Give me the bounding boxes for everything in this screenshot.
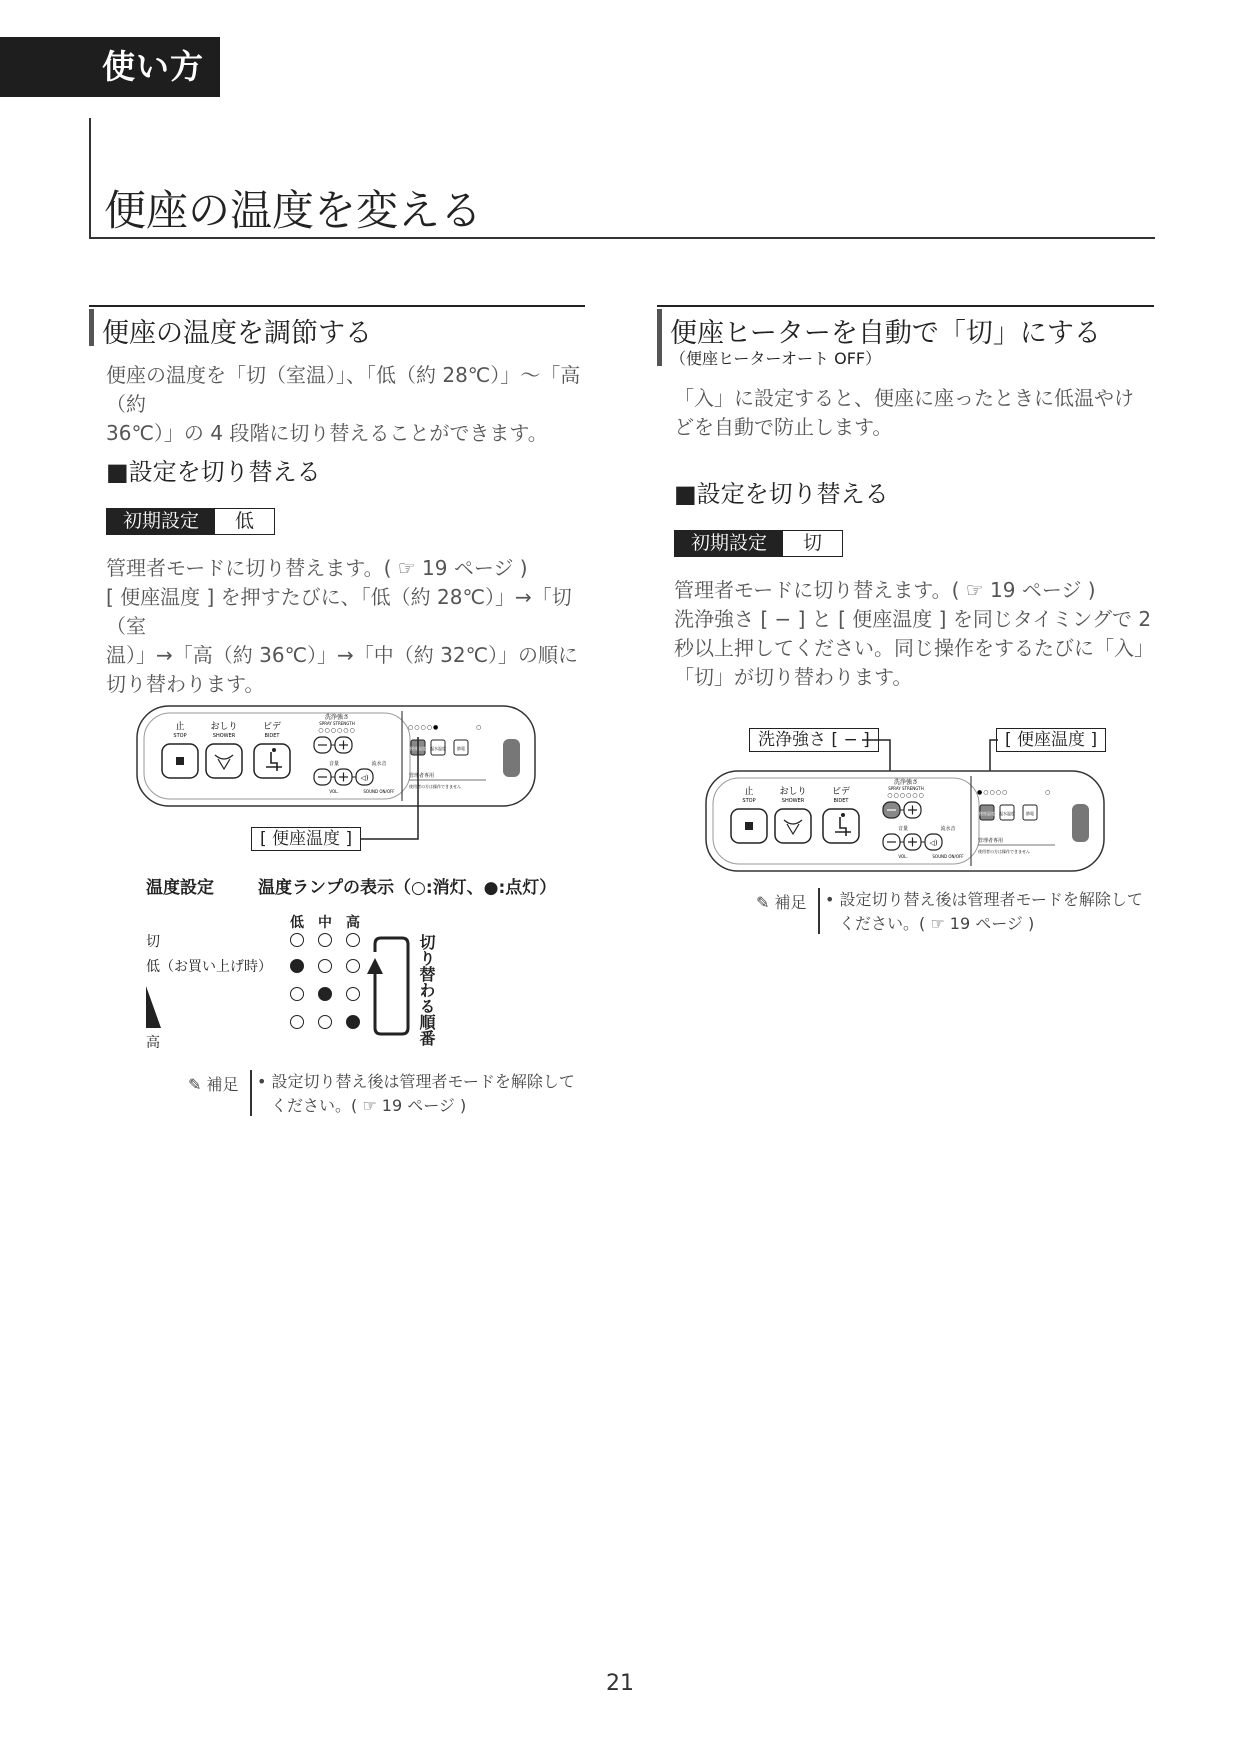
svg-text:洗浄強さ: 洗浄強さ [324, 714, 350, 721]
left-note-head: ✎ 補足 [188, 1075, 239, 1094]
pencil-icon: ✎ [756, 893, 770, 912]
right-heading: 便座ヒーターを自動で「切」にする [670, 318, 1101, 349]
svg-text:○: ○ [1045, 789, 1051, 796]
row-label-high: 高 [146, 1035, 160, 1051]
lamp [290, 1015, 304, 1029]
left-callout-label: [ 便座温度 ] [251, 827, 361, 851]
row-label-off: 切 [146, 934, 160, 950]
lamp [290, 959, 304, 973]
default-label: 初期設定 [107, 509, 215, 534]
shower-button[interactable] [775, 809, 811, 843]
svg-text:SOUND ON/OFF: SOUND ON/OFF [363, 789, 395, 794]
svg-text:◁): ◁) [929, 839, 938, 847]
left-heading: 便座の温度を調節する [102, 318, 372, 349]
left-callout-line [356, 735, 436, 845]
section-tab: 使い方 [0, 37, 220, 97]
bidet-label: ビデ [831, 787, 851, 797]
remote-diagram-left [136, 705, 536, 810]
remote-sensor [1072, 804, 1089, 842]
lamp [318, 933, 332, 947]
left-note-rule [250, 1070, 252, 1116]
svg-text:音量: 音量 [328, 761, 340, 767]
cycle-label: 切り替わる順番 [417, 934, 436, 1046]
right-heading-sub: （便座ヒーターオート OFF） [670, 349, 882, 368]
svg-text:流水音: 流水音 [371, 761, 387, 767]
right-note-rule [818, 888, 820, 934]
right-sub-heading: ■設定を切り替える [674, 480, 889, 508]
lamp-row-low [290, 959, 360, 973]
left-heading-rule [89, 305, 585, 307]
svg-text:STOP: STOP [173, 733, 187, 739]
lamp [346, 933, 360, 947]
svg-text:BIDET: BIDET [833, 798, 849, 804]
lamp [346, 987, 360, 1001]
svg-text:管理者専用: 管理者専用 [409, 773, 435, 779]
table-col-display: 温度ランプの表示（○:消灯、●:点灯） [258, 878, 557, 898]
svg-text:温水温度: 温水温度 [999, 811, 1015, 816]
shower-label: おしり [779, 787, 807, 797]
increase-arrow [144, 984, 164, 1030]
svg-text:○○○○○○: ○○○○○○ [887, 792, 925, 799]
row-label-low: 低（お買い上げ時） [146, 959, 272, 975]
svg-text:BIDET: BIDET [264, 733, 280, 739]
cycle-arrow [366, 932, 416, 1038]
svg-text:○: ○ [476, 724, 482, 731]
page-number: 21 [606, 1671, 634, 1696]
svg-text:SPRAY STRENGTH: SPRAY STRENGTH [319, 721, 355, 726]
right-callout-left-label: 洗浄強さ [ − ] [749, 728, 879, 752]
lamp-row-off [290, 933, 360, 947]
left-intro: 便座の温度を「切（室温）」、「低（約 28℃）」～「高（約 36℃）」の 4 段階に切り替えることができます。 [106, 363, 581, 445]
title-rule-vertical [89, 118, 91, 239]
bidet-button[interactable] [254, 744, 290, 778]
svg-text:SHOWER: SHOWER [781, 798, 805, 804]
svg-text:洗浄強さ: 洗浄強さ [893, 779, 919, 786]
svg-text:●○○○○: ●○○○○ [977, 789, 1009, 796]
bidet-button[interactable] [823, 809, 859, 843]
lamp [346, 1015, 360, 1029]
lamp [318, 959, 332, 973]
svg-text:SHOWER: SHOWER [212, 733, 236, 739]
svg-text:便座温度: 便座温度 [410, 746, 426, 751]
left-heading-bar [89, 309, 94, 346]
lamp-row-high [290, 1015, 360, 1029]
svg-text:温水温度: 温水温度 [430, 746, 446, 751]
page-title: 便座の温度を変える [104, 186, 483, 235]
left-sub-heading: ■設定を切り替える [106, 458, 321, 486]
pencil-icon: ✎ [188, 1075, 202, 1094]
svg-text:◁): ◁) [360, 774, 369, 782]
svg-text:節電: 節電 [1026, 811, 1034, 816]
lamp [346, 959, 360, 973]
lamp [318, 1015, 332, 1029]
svg-text:使用者の方は操作できません: 使用者の方は操作できません [978, 849, 1030, 854]
lamp-headers: 低 中 高 [290, 915, 360, 931]
bidet-label: ビデ [262, 722, 282, 732]
svg-text:流水音: 流水音 [940, 826, 956, 832]
stop-label: 止 [175, 722, 185, 732]
default-value: 低 [215, 509, 274, 534]
right-callout-right-label: [ 便座温度 ] [996, 728, 1106, 752]
svg-text:SOUND ON/OFF: SOUND ON/OFF [932, 854, 964, 859]
lamp [318, 987, 332, 1001]
default-label: 初期設定 [675, 531, 783, 556]
svg-text:使用者の方は操作できません: 使用者の方は操作できません [409, 784, 461, 789]
svg-text:節電: 節電 [457, 746, 465, 751]
right-heading-rule [657, 305, 1154, 307]
svg-text:VOL.: VOL. [329, 789, 339, 794]
stop-label: 止 [744, 787, 754, 797]
svg-text:SPRAY STRENGTH: SPRAY STRENGTH [888, 786, 924, 791]
svg-text:STOP: STOP [742, 798, 756, 804]
shower-button[interactable] [206, 744, 242, 778]
left-steps: 管理者モードに切り替えます。( ☞ 19 ページ ) [ 便座温度 ] を押すたびに、「低（約 28℃）」→「切（室 温）」→「高（約 36℃）」→「中（約 32℃）」の順に 切り替わります。 [106, 556, 579, 696]
right-heading-bar [657, 309, 662, 366]
right-note-text: • 設定切り替え後は管理者モードを解除して ください。( ☞ 19 ページ ) [825, 890, 1143, 933]
shower-label: おしり [210, 722, 238, 732]
remote-sensor [503, 739, 520, 777]
lamp-row-mid [290, 987, 360, 1001]
svg-text:管理者専用: 管理者専用 [978, 838, 1004, 844]
default-value: 切 [783, 531, 842, 556]
right-intro: 「入」に設定すると、便座に座ったときに低温やけ どを自動で防止します。 [674, 386, 1134, 439]
right-steps: 管理者モードに切り替えます。( ☞ 19 ページ ) 洗浄強さ [ − ] と [ 便座温度 ] を同じタイミングで 2 秒以上押してください。同じ操作をするたびに「入」 「切」が切り替わります。 [674, 578, 1154, 689]
svg-text:VOL.: VOL. [898, 854, 908, 859]
lamp [290, 987, 304, 1001]
svg-text:○○○○○○: ○○○○○○ [318, 727, 356, 734]
remote-diagram-right [705, 770, 1105, 875]
right-note-head: ✎ 補足 [756, 893, 807, 912]
lamp [290, 933, 304, 947]
table-col-setting: 温度設定 [146, 878, 214, 898]
svg-text:便座温度: 便座温度 [979, 811, 995, 816]
right-default-setting [674, 530, 843, 557]
left-default-setting [106, 508, 275, 535]
svg-text:○○○○●: ○○○○● [408, 724, 440, 731]
left-note-text: • 設定切り替え後は管理者モードを解除して ください。( ☞ 19 ページ ) [257, 1072, 575, 1115]
svg-text:音量: 音量 [897, 826, 909, 832]
